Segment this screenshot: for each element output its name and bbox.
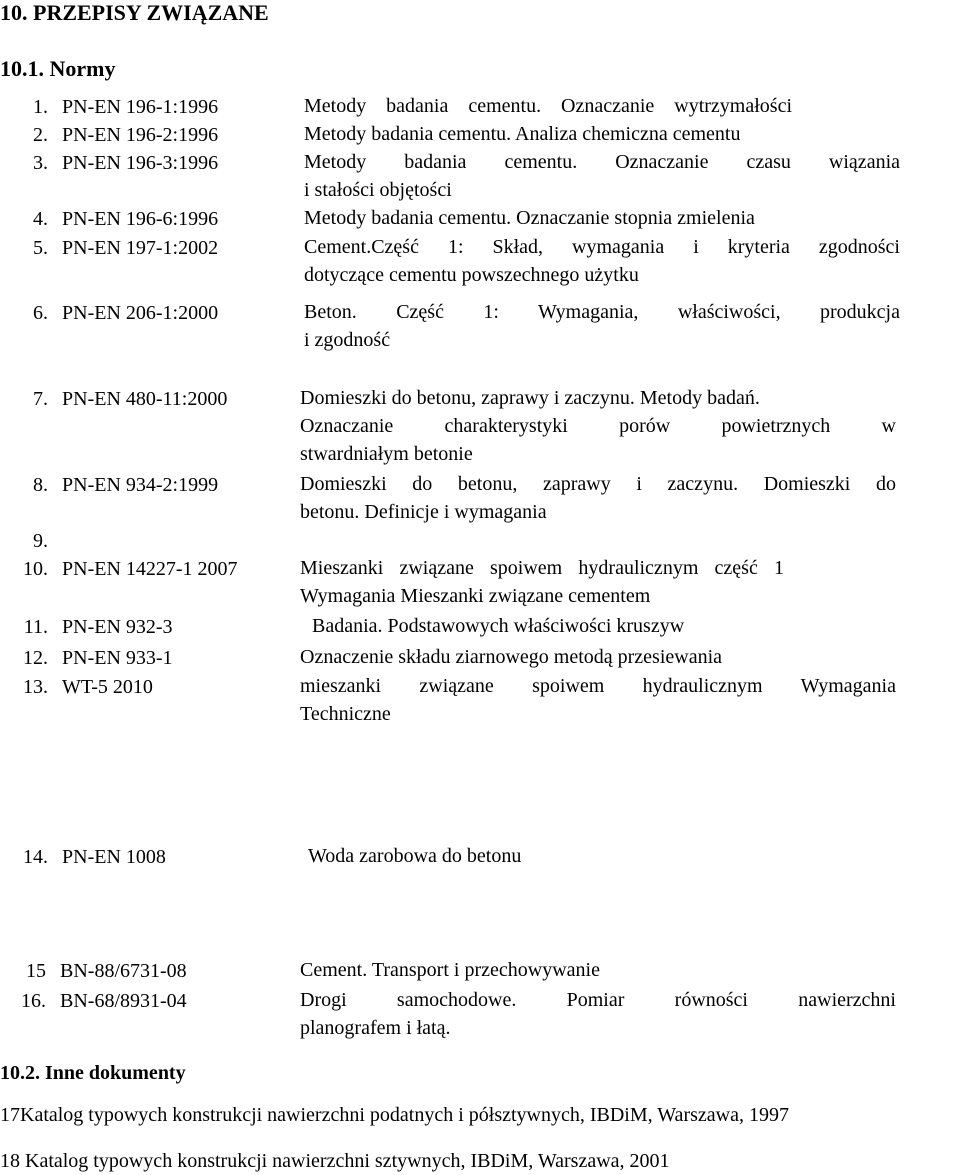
norm-description-line: Beton. Część 1: Wymagania, właściwości, produkcja xyxy=(304,301,900,323)
norm-code: PN-EN 197-1:2002 xyxy=(62,237,219,259)
norm-code: PN-EN 1008 xyxy=(62,846,166,868)
norm-description xyxy=(300,470,896,526)
norm-number: 6. xyxy=(33,302,48,324)
norm-description xyxy=(312,612,772,640)
norm-description-line: Oznaczanie charakterystyki porów powietrznych w xyxy=(300,415,896,437)
norm-code: PN-EN 934-2:1999 xyxy=(62,474,219,496)
norm-description xyxy=(300,956,896,984)
norm-description-line: Domieszki do betonu, zaprawy i zaczynu. Domieszki do xyxy=(300,473,896,495)
norm-description-line: Badania. Podstawowych właściwości kruszyw xyxy=(312,615,685,637)
norm-code: PN-EN 196-2:1996 xyxy=(62,124,219,146)
norm-description xyxy=(308,842,792,870)
norm-number: 15 xyxy=(26,960,46,982)
norm-code: PN-EN 196-1:1996 xyxy=(62,96,219,118)
norm-description-line: Metody badania cementu. Oznaczanie stopnia zmielenia xyxy=(304,207,755,229)
norm-number: 13. xyxy=(23,676,48,698)
norm-number: 9. xyxy=(33,530,48,552)
norm-number: 5. xyxy=(33,237,48,259)
norm-description-line: Wymagania Mieszanki związane cementem xyxy=(300,585,651,607)
subsection-norms-title: 10.1. Normy xyxy=(0,56,116,81)
norm-number: 1. xyxy=(33,96,48,118)
norm-code: PN-EN 206-1:2000 xyxy=(62,302,219,324)
section-title: 10. PRZEPISY ZWIĄZANE xyxy=(0,0,269,25)
norm-code: WT-5 2010 xyxy=(62,676,153,698)
norm-number: 12. xyxy=(23,647,48,669)
norm-description-line: i zgodność xyxy=(304,329,391,351)
norm-description-line: mieszanki związane spoiwem hydraulicznym Wymagania xyxy=(300,675,896,697)
norm-description xyxy=(304,298,900,354)
subsection-other-title: 10.2. Inne dokumenty xyxy=(0,1062,186,1084)
norm-number: 3. xyxy=(33,152,48,174)
norm-code: PN-EN 14227-1 2007 xyxy=(62,558,238,580)
norm-code: BN-68/8931-04 xyxy=(60,990,187,1012)
other-document-18: 18 Katalog typowych konstrukcji nawierzchni sztywnych, IBDiM, Warszawa, 2001 xyxy=(0,1150,670,1172)
norm-description-line: dotyczące cementu powszechnego użytku xyxy=(304,264,639,286)
norm-description-line: Metody badania cementu. Oznaczanie wytrzymałości xyxy=(304,95,792,117)
norm-description xyxy=(300,672,896,728)
norm-description xyxy=(304,120,792,148)
norm-code: BN-88/6731-08 xyxy=(60,960,187,982)
norm-description-line: Oznaczenie składu ziarnowego metodą przesiewania xyxy=(300,646,723,668)
norm-description-line: stwardniałym betonie xyxy=(300,443,473,465)
norm-number: 7. xyxy=(33,388,48,410)
norm-description xyxy=(304,233,900,289)
norm-number: 14. xyxy=(23,846,48,868)
norm-description-line: Mieszanki związane spoiwem hydraulicznym część 1 xyxy=(300,557,784,579)
norm-number: 8. xyxy=(33,474,48,496)
norm-description-line: Drogi samochodowe. Pomiar równości nawierzchni xyxy=(300,989,896,1011)
norm-description-line: Metody badania cementu. Analiza chemiczna cementu xyxy=(304,123,741,145)
norm-description-line: i stałości objętości xyxy=(304,179,452,201)
norm-description-line: planografem i łatą. xyxy=(300,1017,451,1039)
norm-code: PN-EN 932-3 xyxy=(62,616,173,638)
norm-code: PN-EN 196-6:1996 xyxy=(62,208,219,230)
norm-code: PN-EN 480-11:2000 xyxy=(62,388,228,410)
norm-description xyxy=(300,554,784,610)
norm-number: 16. xyxy=(21,990,46,1012)
norm-description xyxy=(300,384,896,468)
norm-number: 4. xyxy=(33,208,48,230)
norm-number: 11. xyxy=(23,616,48,638)
norm-code: PN-EN 933-1 xyxy=(62,647,173,669)
norm-description-line: betonu. Definicje i wymagania xyxy=(300,501,547,523)
norm-description-line: Cement.Część 1: Skład, wymagania i kryteria zgodności xyxy=(304,236,900,258)
norm-description-line: Woda zarobowa do betonu xyxy=(308,845,522,867)
norm-description xyxy=(304,204,900,232)
norm-number: 2. xyxy=(33,124,48,146)
norm-description xyxy=(304,92,792,120)
norm-description-line: Cement. Transport i przechowywanie xyxy=(300,959,600,981)
norm-description xyxy=(300,643,896,671)
norm-description xyxy=(304,148,900,204)
norm-description-line: Metody badania cementu. Oznaczanie czasu wiązania xyxy=(304,151,900,173)
norm-number: 10. xyxy=(23,558,48,580)
norm-description-line: Techniczne xyxy=(300,703,391,725)
norm-description-line: Domieszki do betonu, zaprawy i zaczynu. Metody badań. xyxy=(300,387,760,409)
other-document-17: 17Katalog typowych konstrukcji nawierzchni podatnych i półsztywnych, IBDiM, Warszawa, 1997 xyxy=(0,1104,789,1126)
norm-code: PN-EN 196-3:1996 xyxy=(62,152,219,174)
norm-description xyxy=(300,986,896,1042)
